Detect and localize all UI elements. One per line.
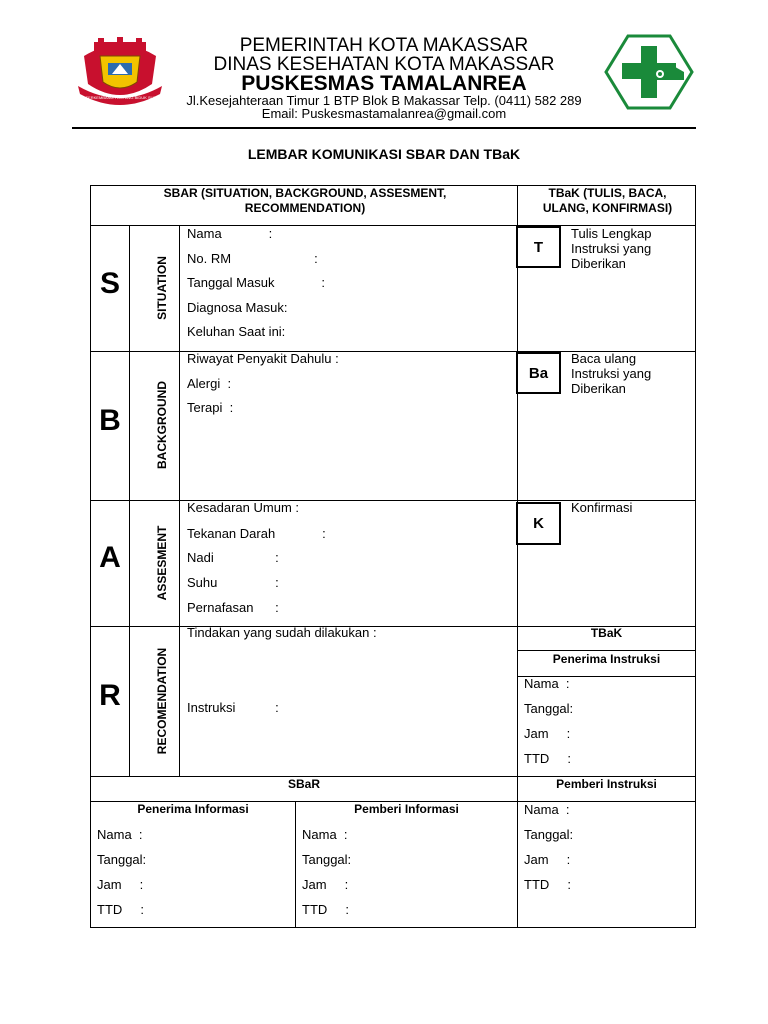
field-terapi: Terapi : xyxy=(187,400,234,415)
penerima-instruksi-tanggal: Tanggal: xyxy=(524,701,574,716)
ba-box: Ba xyxy=(516,352,561,394)
field-suhu: Suhu : xyxy=(187,575,279,590)
field-nama: Nama : xyxy=(187,226,273,241)
pemberi-instruksi-jam: Jam : xyxy=(524,852,571,867)
letter-b: B xyxy=(99,404,121,437)
field-instruksi: Instruksi : xyxy=(187,700,279,715)
penerima-informasi-nama: Nama : xyxy=(97,827,143,842)
pemberi-instruksi-nama: Nama : xyxy=(524,802,570,817)
header-line3: PUSKESMAS TAMALANREA xyxy=(241,72,527,95)
penerima-informasi-label: Penerima Informasi xyxy=(137,802,249,816)
pemberi-informasi-tanggal: Tanggal: xyxy=(302,852,352,867)
penerima-instruksi-label: Penerima Instruksi xyxy=(552,652,661,666)
penerima-informasi-tanggal: Tanggal: xyxy=(97,852,147,867)
header-line2: DINAS KESEHATAN KOTA MAKASSAR xyxy=(213,54,555,75)
field-keluhan: Keluhan Saat ini: xyxy=(187,324,286,339)
penerima-instruksi-nama: Nama : xyxy=(524,676,570,691)
pemberi-instruksi-tanggal: Tanggal: xyxy=(524,827,574,842)
header-line1: PEMERINTAH KOTA MAKASSAR xyxy=(239,35,529,56)
tbak-label: TBaK xyxy=(590,626,623,640)
field-tekanan-darah: Tekanan Darah : xyxy=(187,526,326,541)
pemberi-informasi-nama: Nama : xyxy=(302,827,348,842)
svg-text:SEKALI LAYAR TERKEMBANG PANTAN: SEKALI LAYAR TERKEMBANG PANTANG BIDUK SURUT KE PANTAI xyxy=(56,95,184,100)
field-tindakan: Tindakan yang sudah dilakukan : xyxy=(187,625,377,640)
sbar-footer-title: SBaR xyxy=(287,777,320,791)
letter-r: R xyxy=(99,679,121,712)
field-diagnosa-masuk: Diagnosa Masuk: xyxy=(187,300,288,315)
penerima-instruksi-ttd: TTD : xyxy=(524,751,571,766)
sbar-header: SBAR (SITUATION, BACKGROUND, ASSESMENT, RECOMMENDATION) xyxy=(163,186,447,215)
field-kesadaran: Kesadaran Umum : xyxy=(187,500,299,515)
pemberi-informasi-ttd: TTD : xyxy=(302,902,349,917)
pemberi-informasi-jam: Jam : xyxy=(302,877,349,892)
label-situation: SITUATION xyxy=(155,256,169,320)
penerima-informasi-ttd: TTD : xyxy=(97,902,144,917)
label-assesment: ASSESMENT xyxy=(155,525,169,601)
field-nadi: Nadi : xyxy=(187,550,279,565)
header-divider xyxy=(72,127,696,129)
header-address: Jl.Kesejahteraan Timur 1 BTP Blok B Makassar Telp. (0411) 582 289 xyxy=(186,93,582,108)
field-alergi: Alergi : xyxy=(187,376,232,391)
penerima-instruksi-jam: Jam : xyxy=(524,726,571,741)
field-riwayat: Riwayat Penyakit Dahulu : xyxy=(187,351,339,366)
pemberi-informasi-label: Pemberi Informasi xyxy=(354,802,459,816)
penerima-informasi-jam: Jam : xyxy=(97,877,144,892)
label-recommendation: RECOMENDATION xyxy=(155,647,169,755)
letter-s: S xyxy=(99,267,121,300)
page-title: LEMBAR KOMUNIKASI SBAR DAN TBaK xyxy=(247,146,521,162)
field-no-rm: No. RM : xyxy=(187,251,318,266)
pemberi-instruksi-ttd: TTD : xyxy=(524,877,571,892)
t-text: Tulis Lengkap Instruksi yang Diberikan xyxy=(571,226,652,271)
tbak-header: TBaK (TULIS, BACA, ULANG, KONFIRMASI) xyxy=(542,186,673,215)
k-box: K xyxy=(516,502,561,545)
pemberi-instruksi-label: Pemberi Instruksi xyxy=(556,777,657,791)
label-background: BACKGROUND xyxy=(155,381,169,469)
ba-text: Baca ulang Instruksi yang Diberikan xyxy=(571,351,652,396)
letter-a: A xyxy=(99,541,121,574)
field-tanggal-masuk: Tanggal Masuk : xyxy=(187,275,326,290)
t-box: T xyxy=(516,226,561,268)
k-text: Konfirmasi xyxy=(571,500,633,515)
field-pernafasan: Pernafasan : xyxy=(187,600,279,615)
header-email: Email: Puskesmastamalanrea@gmail.com xyxy=(261,106,507,121)
